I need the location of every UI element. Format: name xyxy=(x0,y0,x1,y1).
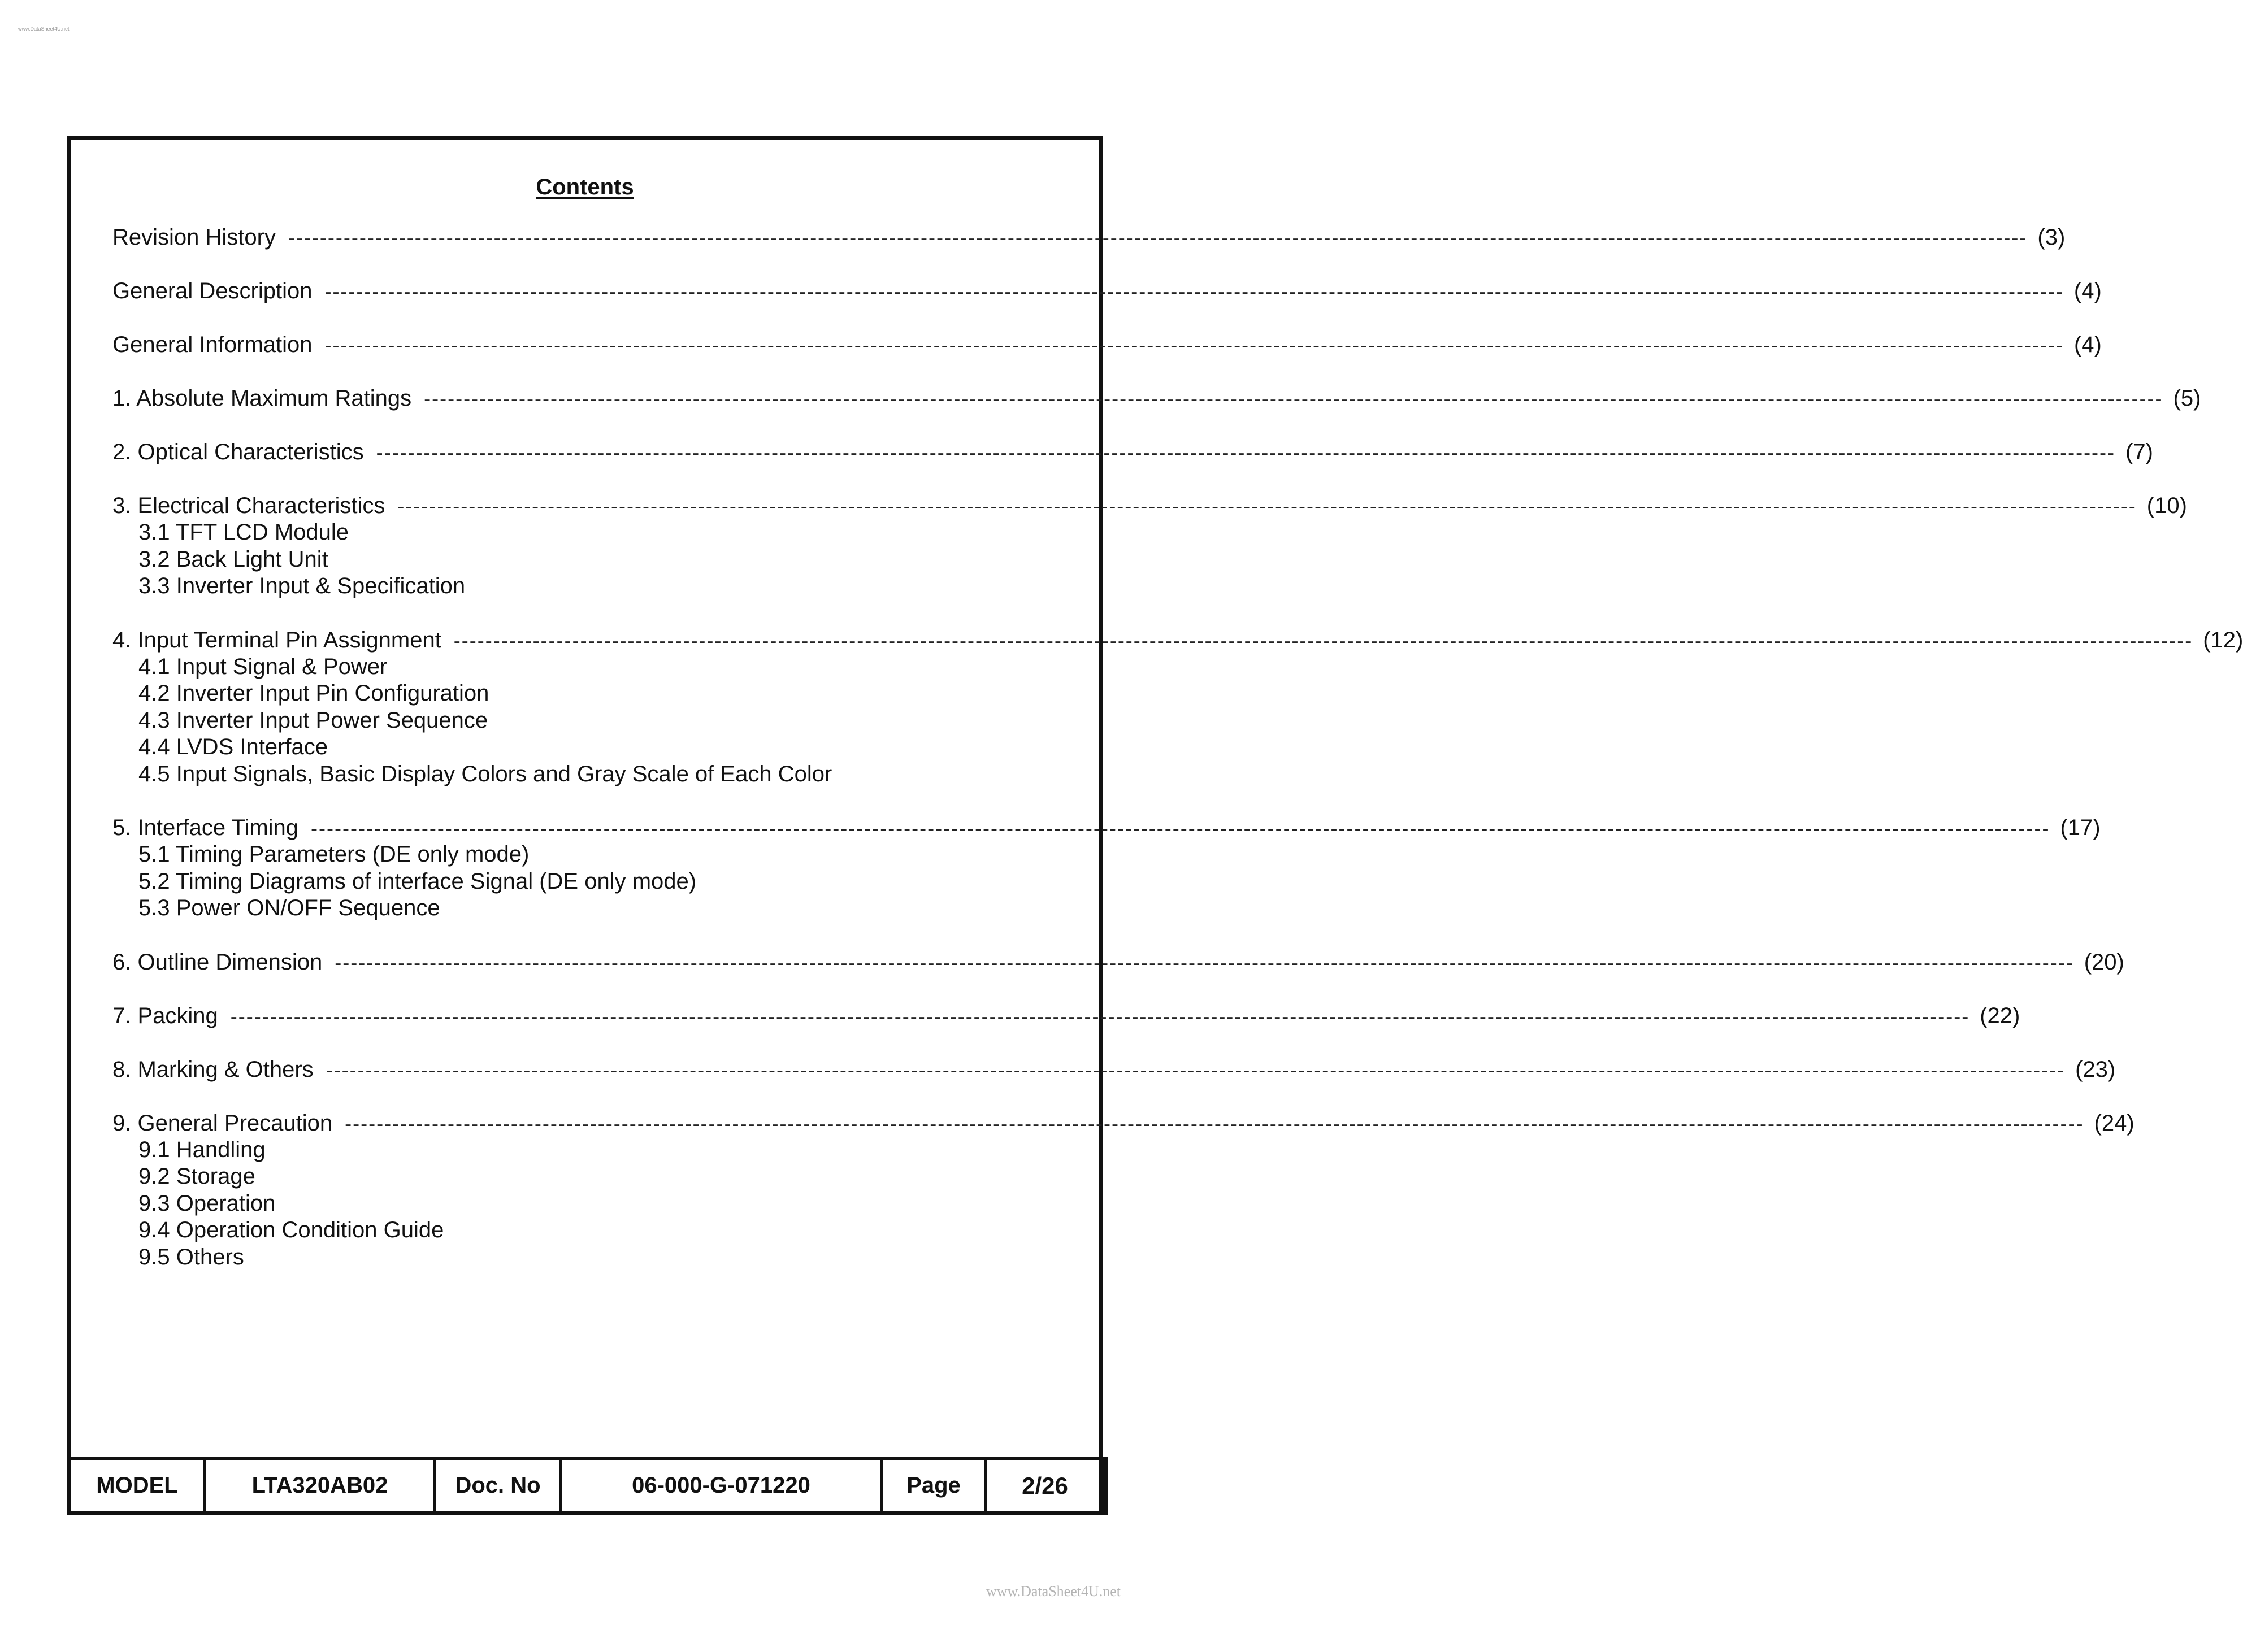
toc-entry-title: General Information xyxy=(112,332,313,357)
toc-entry-row xyxy=(112,1057,2116,1083)
toc-entry-page: (7) xyxy=(2125,440,2153,464)
toc-entry-title: 1. Absolute Maximum Ratings xyxy=(112,386,412,411)
toc-subsection: 9.2 Storage xyxy=(138,1164,255,1189)
toc-entry-row xyxy=(112,1110,2134,1137)
toc-subsection: 5.2 Timing Diagrams of interface Signal (DE only mode) xyxy=(138,868,697,894)
toc-entry-page: (4) xyxy=(2073,332,2102,357)
toc-subsection: 4.2 Inverter Input Pin Configuration xyxy=(138,681,489,706)
toc-entry xyxy=(112,224,2066,251)
toc-subsection: 3.1 TFT LCD Module xyxy=(138,520,349,545)
toc-dash-leader: ---------------------------------------------------------------------------------------------------------------------------------------------------------------------------------------------------------------------------- xyxy=(311,816,2050,840)
toc-subsection: 9.5 Others xyxy=(138,1244,244,1270)
toc-entry-title: General Description xyxy=(112,279,313,303)
toc-subsection: 9.1 Handling xyxy=(138,1137,266,1162)
toc-dash-leader: ---------------------------------------------------------------------------------------------------------------------------------------------------------------------------------------------------------------------------- xyxy=(335,950,2074,974)
toc-entry-row xyxy=(112,385,2201,412)
toc-entry-title: 8. Marking & Others xyxy=(112,1057,314,1082)
footer-table xyxy=(67,1457,1108,1515)
toc-entry-row xyxy=(112,224,2066,251)
table-of-contents xyxy=(112,224,2243,1298)
toc-dash-leader: ---------------------------------------------------------------------------------------------------------------------------------------------------------------------------------------------------------------------------- xyxy=(376,441,2116,464)
toc-entry xyxy=(112,627,2243,788)
toc-entry-page: (4) xyxy=(2073,279,2102,303)
toc-dash-leader: ---------------------------------------------------------------------------------------------------------------------------------------------------------------------------------------------------------------------------- xyxy=(230,1004,1970,1028)
toc-entry xyxy=(112,815,2101,922)
model-value: LTA320AB02 xyxy=(205,1459,435,1513)
footer-row xyxy=(69,1459,1105,1513)
toc-entry xyxy=(112,1057,2116,1083)
toc-entry-title: 5. Interface Timing xyxy=(112,815,299,840)
toc-entry xyxy=(112,1003,2020,1029)
toc-entry-row xyxy=(112,493,2187,519)
toc-dash-leader: ---------------------------------------------------------------------------------------------------------------------------------------------------------------------------------------------------------------------------- xyxy=(324,280,2064,303)
doc-number-value: 06-000-G-071220 xyxy=(561,1459,882,1513)
toc-subsection: 9.4 Operation Condition Guide xyxy=(138,1218,444,1242)
toc-entry xyxy=(112,949,2124,976)
toc-entry-page: (10) xyxy=(2146,493,2187,518)
toc-entry-page: (5) xyxy=(2173,386,2201,411)
toc-entry-page: (20) xyxy=(2084,949,2124,975)
toc-entry xyxy=(112,493,2187,600)
model-label: MODEL xyxy=(69,1459,205,1513)
contents-title: Contents xyxy=(536,175,634,199)
page-label: Page xyxy=(882,1459,986,1513)
toc-entry-title: 6. Outline Dimension xyxy=(112,949,323,975)
toc-subsection: 4.4 LVDS Interface xyxy=(138,734,328,759)
toc-dash-leader: ---------------------------------------------------------------------------------------------------------------------------------------------------------------------------------------------------------------------------- xyxy=(453,628,2193,652)
toc-entry-row xyxy=(112,815,2101,841)
toc-entry-row xyxy=(112,278,2102,305)
toc-subsection: 5.3 Power ON/OFF Sequence xyxy=(138,895,440,920)
toc-entry-row xyxy=(112,1003,2020,1029)
toc-subsection: 9.3 Operation xyxy=(138,1190,276,1216)
toc-subsection: 3.2 Back Light Unit xyxy=(138,546,328,572)
toc-dash-leader: ---------------------------------------------------------------------------------------------------------------------------------------------------------------------------------------------------------------------------- xyxy=(324,333,2064,357)
toc-dash-leader: ---------------------------------------------------------------------------------------------------------------------------------------------------------------------------------------------------------------------------- xyxy=(288,226,2028,249)
toc-subsection: 3.3 Inverter Input & Specification xyxy=(138,573,466,598)
document-frame xyxy=(67,136,2243,1515)
toc-subsection: 4.5 Input Signals, Basic Display Colors and Gray Scale of Each Color xyxy=(138,761,832,786)
toc-entry xyxy=(112,1110,2134,1271)
toc-entry-page: (12) xyxy=(2203,627,2243,653)
toc-entry-page: (22) xyxy=(1980,1003,2020,1028)
toc-entry xyxy=(112,439,2153,466)
toc-entry-row xyxy=(112,332,2102,358)
doc-number-label: Doc. No xyxy=(435,1459,561,1513)
toc-entry-row xyxy=(112,439,2153,466)
toc-entry-page: (23) xyxy=(2075,1057,2116,1082)
toc-subsection: 5.1 Timing Parameters (DE only mode) xyxy=(138,842,530,867)
toc-entry-row xyxy=(112,627,2243,654)
corner-url-text: www.DataSheet4U.net xyxy=(18,26,70,32)
toc-entry xyxy=(112,385,2201,412)
watermark-text: www.DataSheet4U.net xyxy=(986,1583,1121,1599)
toc-entry-page: (24) xyxy=(2094,1110,2134,1136)
toc-entry-title: Revision History xyxy=(112,225,276,250)
toc-entry-title: 4. Input Terminal Pin Assignment xyxy=(112,627,441,653)
toc-subsection: 4.3 Inverter Input Power Sequence xyxy=(138,707,488,733)
toc-entry-page: (17) xyxy=(2060,815,2101,840)
toc-entry-title: 3. Electrical Characteristics xyxy=(112,493,385,518)
toc-entry-page: (3) xyxy=(2037,225,2066,250)
toc-entry-title: 2. Optical Characteristics xyxy=(112,440,364,464)
toc-subsection: 4.1 Input Signal & Power xyxy=(138,654,388,679)
page-number-value: 2/26 xyxy=(986,1459,1105,1513)
toc-entry-row xyxy=(112,949,2124,976)
toc-entry-title: 7. Packing xyxy=(112,1003,218,1028)
toc-dash-leader: ---------------------------------------------------------------------------------------------------------------------------------------------------------------------------------------------------------------------------- xyxy=(424,387,2163,410)
toc-dash-leader: ---------------------------------------------------------------------------------------------------------------------------------------------------------------------------------------------------------------------------- xyxy=(397,494,2137,518)
toc-entry xyxy=(112,278,2102,305)
toc-entry xyxy=(112,332,2102,358)
toc-entry-title: 9. General Precaution xyxy=(112,1110,333,1136)
toc-dash-leader: ---------------------------------------------------------------------------------------------------------------------------------------------------------------------------------------------------------------------------- xyxy=(345,1111,2084,1135)
toc-dash-leader: ---------------------------------------------------------------------------------------------------------------------------------------------------------------------------------------------------------------------------- xyxy=(326,1058,2066,1081)
